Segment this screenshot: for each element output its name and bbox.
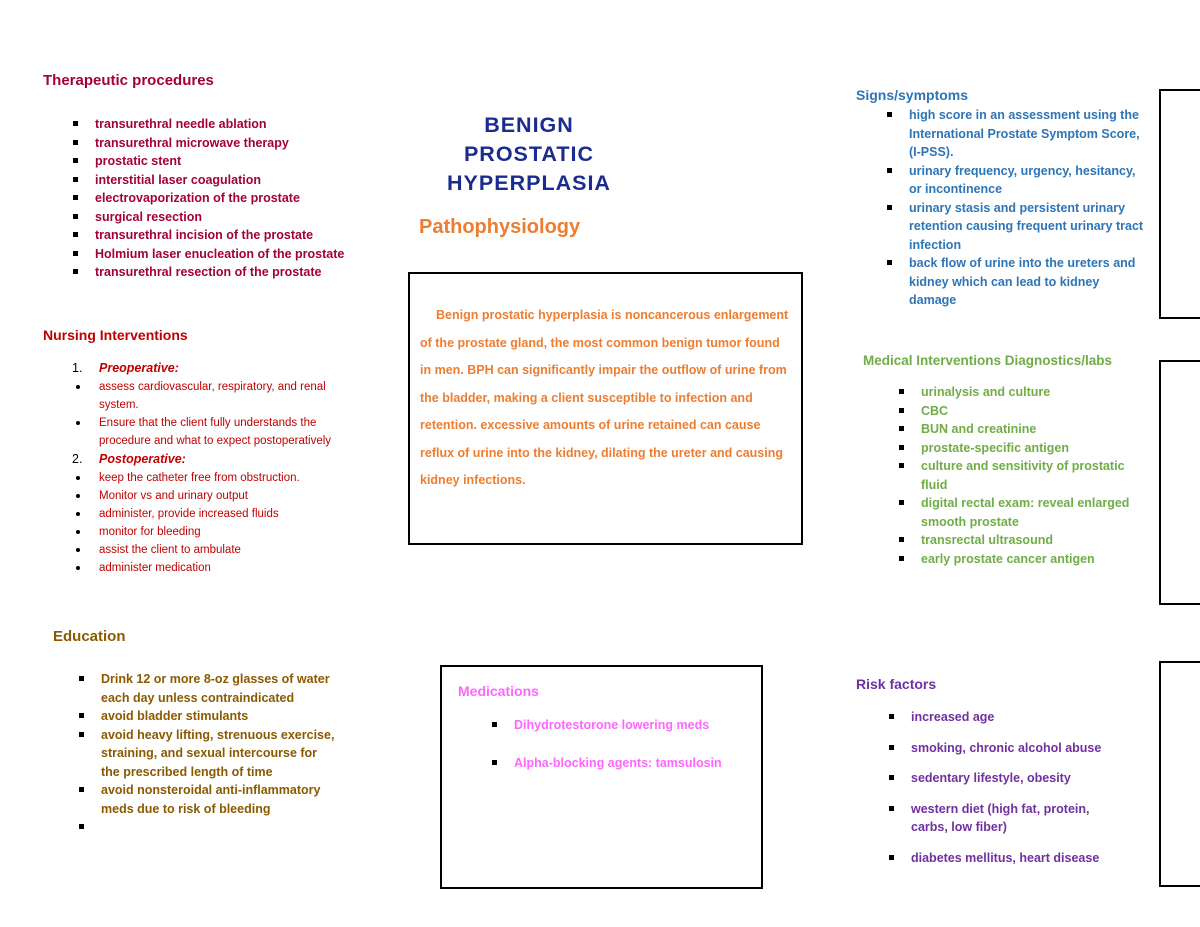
list-item: Holmium laser enucleation of the prostate xyxy=(71,245,373,264)
therapeutic-heading: Therapeutic procedures xyxy=(43,72,214,89)
medications-heading: Medications xyxy=(458,683,539,699)
edge-frame xyxy=(1159,661,1200,887)
list-item: keep the catheter free from obstruction. xyxy=(72,469,342,487)
list-item: administer, provide increased fluids xyxy=(72,505,342,523)
list-item: electrovaporization of the prostate xyxy=(71,189,373,208)
list-item: transrectal ultrasound xyxy=(897,531,1137,550)
medications-list xyxy=(490,716,760,772)
list-item xyxy=(77,818,337,836)
list-item: CBC xyxy=(897,402,1137,421)
list-item: Monitor vs and urinary output xyxy=(72,487,342,505)
risk-heading: Risk factors xyxy=(856,676,937,692)
list-item: avoid bladder stimulants xyxy=(77,707,337,726)
edge-frame xyxy=(1159,360,1200,605)
list-item: administer medication xyxy=(72,559,342,577)
therapeutic-section xyxy=(43,72,373,282)
list-item: avoid heavy lifting, strenuous exercise, straining, and sexual intercourse for the prescribed length of time xyxy=(77,726,337,782)
title-line: PROSTATIC xyxy=(463,142,595,166)
list-item: diabetes mellitus, heart disease xyxy=(887,849,1107,868)
list-item: BUN and creatinine xyxy=(897,420,1137,439)
list-item: sedentary lifestyle, obesity xyxy=(887,769,1107,788)
risk-section xyxy=(856,676,1146,867)
education-heading: Education xyxy=(53,628,126,645)
list-item: prostate-specific antigen xyxy=(897,439,1137,458)
medical-heading: Medical Interventions Diagnostics/labs xyxy=(863,353,1113,368)
postoperative-label: 2. Postoperative: xyxy=(72,452,186,466)
list-item: prostatic stent xyxy=(71,152,373,171)
signs-heading: Signs/symptoms xyxy=(856,87,969,103)
list-item: digital rectal exam: reveal enlarged smooth prostate xyxy=(897,494,1137,531)
list-item: transurethral microwave therapy xyxy=(71,134,373,153)
list-item: urinary stasis and persistent urinary retention causing frequent urinary tract infection xyxy=(885,199,1147,255)
title-line: HYPERPLASIA xyxy=(447,171,611,195)
list-item: assist the client to ambulate xyxy=(72,541,342,559)
list-item: monitor for bleeding xyxy=(72,523,342,541)
therapeutic-list xyxy=(71,115,373,282)
list-item: transurethral needle ablation xyxy=(71,115,373,134)
title-line: BENIGN xyxy=(484,113,574,137)
nursing-heading: Nursing Interventions xyxy=(43,327,188,343)
pathophysiology-text: Benign prostatic hyperplasia is noncancerous enlargement of the prostate gland, the most common benign tumor found in men. BPH can significantly impair the outflow of urine from the bladder, making a client susceptible to infection and retention. excessive amounts of urine retained can cause reflux of urine into the kidney, dilating the ureter and causing kidney infections. xyxy=(420,308,789,487)
education-list xyxy=(77,670,337,836)
list-item: transurethral incision of the prostate xyxy=(71,226,373,245)
list-item: back flow of urine into the ureters and kidney which can lead to kidney damage xyxy=(885,254,1147,310)
postoperative-list xyxy=(72,469,342,577)
list-item: Dihydrotestorone lowering meds xyxy=(490,716,760,735)
list-item: interstitial laser coagulation xyxy=(71,171,373,190)
edge-frame xyxy=(1159,89,1200,319)
list-item: Ensure that the client fully understands the procedure and what to expect postoperatively xyxy=(72,414,342,450)
medical-section xyxy=(863,353,1153,568)
medical-list xyxy=(897,383,1137,568)
list-item: high score in an assessment using the International Prostate Symptom Score, (I-PSS). xyxy=(885,106,1147,162)
list-item: increased age xyxy=(887,708,1107,727)
list-item: assess cardiovascular, respiratory, and renal system. xyxy=(72,378,342,414)
preoperative-label: 1. Preoperative: xyxy=(72,361,179,375)
list-item: urinalysis and culture xyxy=(897,383,1137,402)
signs-list xyxy=(885,106,1147,310)
list-item: Drink 12 or more 8-oz glasses of water each day unless contraindicated xyxy=(77,670,337,707)
page-title xyxy=(400,111,658,198)
pathophysiology-box xyxy=(408,272,803,545)
preoperative-list xyxy=(72,378,342,450)
list-item: early prostate cancer antigen xyxy=(897,550,1137,569)
education-section xyxy=(53,628,353,836)
list-item: avoid nonsteroidal anti-inflammatory meds due to risk of bleeding xyxy=(77,781,337,818)
list-item: urinary frequency, urgency, hesitancy, or incontinence xyxy=(885,162,1147,199)
nursing-section xyxy=(43,327,373,577)
medications-box xyxy=(440,665,763,889)
list-item: smoking, chronic alcohol abuse xyxy=(887,739,1107,758)
risk-list xyxy=(887,708,1107,867)
signs-section xyxy=(856,87,1156,310)
list-item: transurethral resection of the prostate xyxy=(71,263,373,282)
list-item: Alpha-blocking agents: tamsulosin xyxy=(490,754,760,773)
list-item: surgical resection xyxy=(71,208,373,227)
pathophysiology-heading: Pathophysiology xyxy=(419,216,581,238)
list-item: western diet (high fat, protein, carbs, low fiber) xyxy=(887,800,1107,837)
list-item: culture and sensitivity of prostatic fluid xyxy=(897,457,1137,494)
